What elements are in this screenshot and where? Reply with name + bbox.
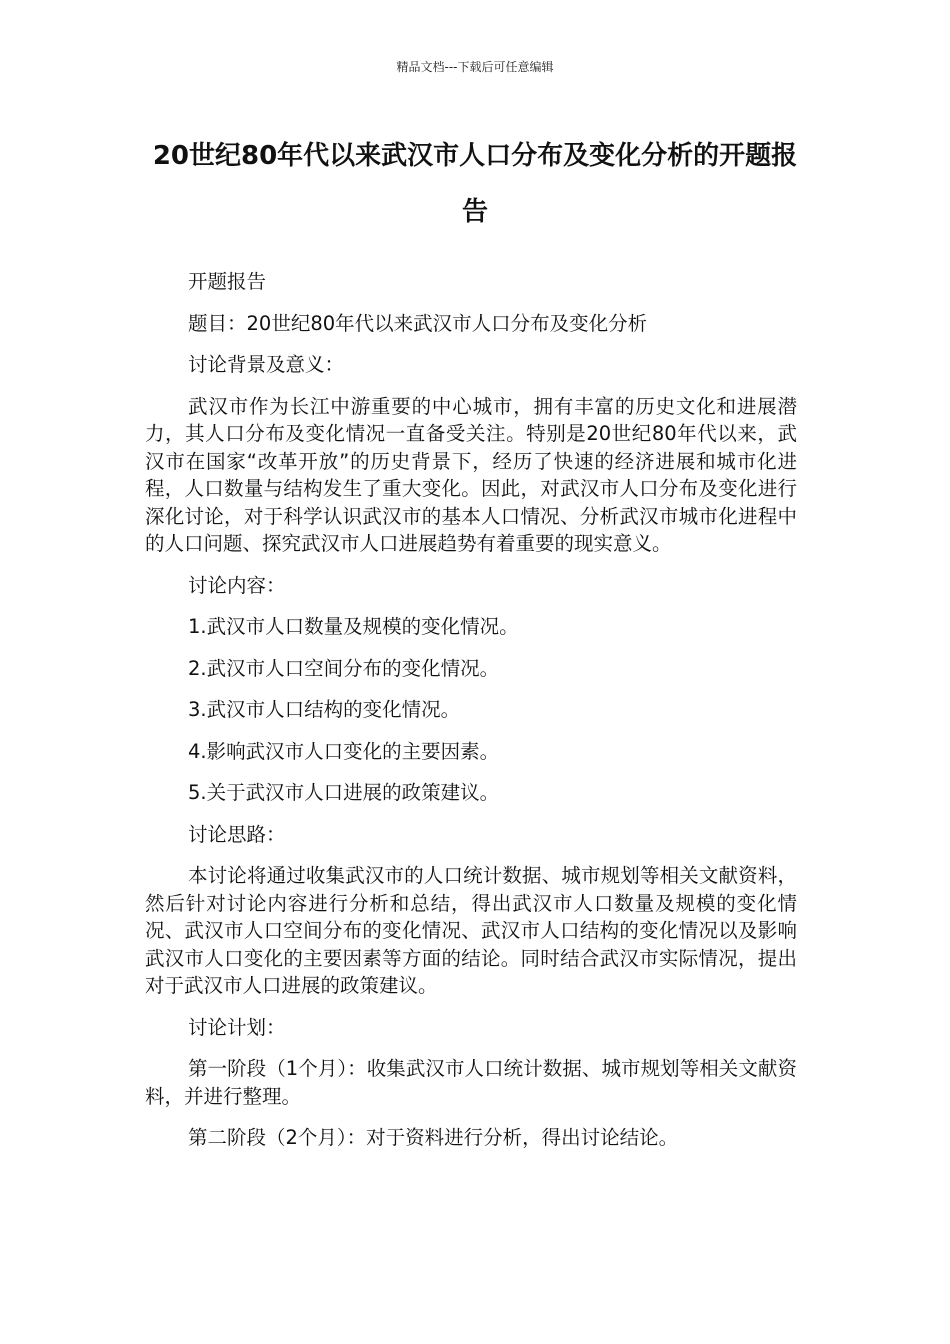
list-item-content-3: 3.武汉市人口结构的变化情况。 <box>188 698 461 721</box>
paragraph-topic: 题目：20世纪80年代以来武汉市人口分布及变化分析 <box>188 311 648 335</box>
paragraph-approach-heading: 讨论思路： <box>188 822 286 846</box>
paragraph-background-heading: 讨论背景及意义： <box>188 353 345 376</box>
paragraph-plan-stage-1: 第一阶段（1个月）：收集武汉市人口统计数据、城市规划等相关文献资料，并进行整理。 <box>145 1057 797 1108</box>
paragraph-report-label: 开题报告 <box>188 270 267 293</box>
paragraph-background: 武汉市作为长江中游重要的中心城市，拥有丰富的历史文化和进展潜力，其人口分布及变化情况一直备受关注。特别是20世纪80年代以来，武汉市在国家“改革开放”的历史背景下，经历了快速的经济进展和城市化进程，人口数量与结构发生了重大变化。因此，对武汉市人口分布及变化进行深化讨论，对于科学认识武汉市的基本人口情况、分析武汉市城市化进程中的人口问题、探究武汉市人口进展趋势有着重要的现实意义。 <box>145 394 797 555</box>
list-item-content-2: 2.武汉市人口空间分布的变化情况。 <box>188 656 500 680</box>
list-item-content-1: 1.武汉市人口数量及规模的变化情况。 <box>188 615 519 638</box>
paragraph-plan-heading: 讨论计划： <box>188 1015 286 1039</box>
paragraph-approach: 本讨论将通过收集武汉市的人口统计数据、城市规划等相关文献资料，然后针对讨论内容进行分析和总结，得出武汉市人口数量及规模的变化情况、武汉市人口空间分布的变化情况、武汉市人口结构的变化情况以及影响武汉市人口变化的主要因素等方面的结论。同时结合武汉市实际情况，提出对于武汉市人口进展的政策建议。 <box>145 864 797 997</box>
header-note: 精品文档---下载后可任意编辑 <box>396 60 554 74</box>
list-item-content-4: 4.影响武汉市人口变化的主要因素。 <box>188 739 500 763</box>
paragraph-content-heading: 讨论内容： <box>188 573 286 597</box>
document-body <box>145 268 797 1166</box>
list-item-content-5: 5.关于武汉市人口进展的政策建议。 <box>188 781 500 804</box>
paragraph-plan-stage-2: 第二阶段（2个月）：对于资料进行分析，得出讨论结论。 <box>188 1126 679 1149</box>
document-title: 20世纪80年代以来武汉市人口分布及变化分析的开题报告 <box>152 141 798 227</box>
